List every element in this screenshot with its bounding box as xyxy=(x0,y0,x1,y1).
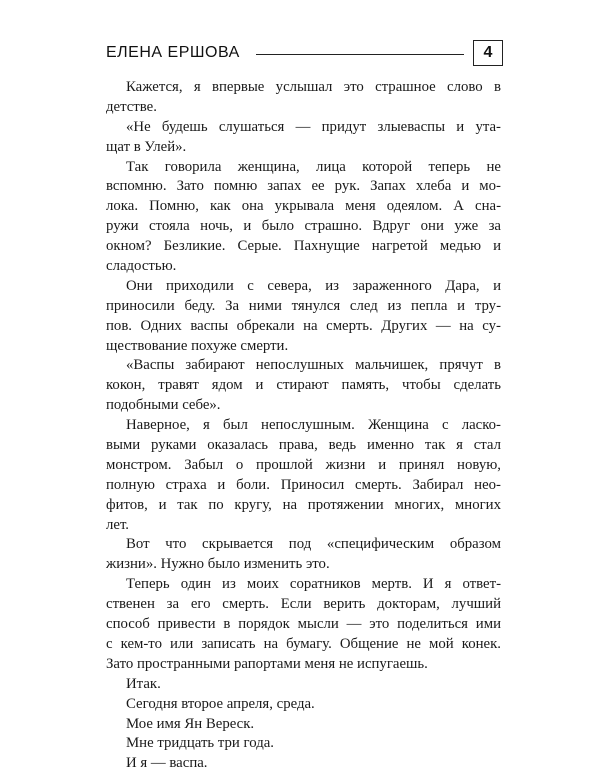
text-line: детстве. xyxy=(106,98,157,115)
text-line: с кем-то или записать на бумагу. Общение не мой конек. xyxy=(106,635,501,652)
text-line: полную страха и боли. Приносил смерть. Забирал нео- xyxy=(106,476,501,493)
text-line: Кажется, я впервые услышал это страшное слово в xyxy=(126,79,501,95)
text-line: Вот что скрывается под «специфическим образом xyxy=(126,536,501,553)
text-line: фитов, и так по кругу, на протяжении многих, многих xyxy=(106,496,501,513)
text-line: Мне тридцать три года. xyxy=(126,735,274,752)
author-name: ЕЛЕНА ЕРШОВА xyxy=(106,44,240,61)
page-number: 4 xyxy=(473,40,503,66)
header-rule xyxy=(256,54,464,55)
text-line: приносили беду. За ними тянулся след из пепла и тру- xyxy=(106,297,501,314)
text-line: вспомню. Зато помню запах ее рук. Запах хлеба и мо- xyxy=(106,178,501,195)
text-line: подобными себе». xyxy=(106,397,221,414)
text-line: лока. Помню, как она укрывала меня одеялом. А сна- xyxy=(106,198,501,215)
text-line: способ привести в порядок мысли — это поделиться ими xyxy=(106,616,501,633)
text-line: кокон, травят ядом и стирают память, чтобы сделать xyxy=(106,377,501,394)
text-line: выми руками оказалась права, ведь именно так я стал xyxy=(106,437,501,454)
text-line: Так говорила женщина, лица которой теперь не xyxy=(126,158,501,175)
text-line: Теперь один из моих соратников мертв. И я ответ- xyxy=(126,576,501,593)
text-line: щат в Улей». xyxy=(106,138,187,155)
text-line: окном? Безликие. Серые. Пахнущие нагретой медью и xyxy=(106,238,501,255)
text-line: Итак. xyxy=(126,675,161,692)
text-line: Сегодня второе апреля, среда. xyxy=(126,695,315,712)
text-line: И я — васпа. xyxy=(126,755,208,772)
text-line: ружи стояла ночь, и было страшно. Вдруг они уже за xyxy=(106,218,501,235)
text-line: «Не будешь слушаться — придут злыеваспы и ута- xyxy=(126,118,501,135)
text-line: Они приходили с севера, из зараженного Дара, и xyxy=(126,277,501,294)
text-line: монстром. Забыл о прошлой жизни и принял новую, xyxy=(106,456,501,473)
page-body xyxy=(106,78,501,774)
text-line: сладостью. xyxy=(106,258,177,275)
text-line: «Васпы забирают непослушных мальчишек, прячут в xyxy=(126,357,501,374)
text-line: Зато пространными рапортами меня не испугаешь. xyxy=(106,655,428,672)
text-line: пов. Одних васпы обрекали на смерть. Других — на су- xyxy=(106,317,501,334)
text-line: лет. xyxy=(106,516,130,533)
text-line: Наверное, я был непослушным. Женщина с ласко- xyxy=(126,417,501,434)
running-header xyxy=(106,40,506,68)
text-line: ственен за его смерть. Если верить докторам, лучший xyxy=(106,596,501,613)
text-line: жизни». Нужно было изменить это. xyxy=(106,556,330,573)
text-line: ществование похуже смерти. xyxy=(106,337,289,354)
text-line: Мое имя Ян Вереск. xyxy=(126,715,255,732)
